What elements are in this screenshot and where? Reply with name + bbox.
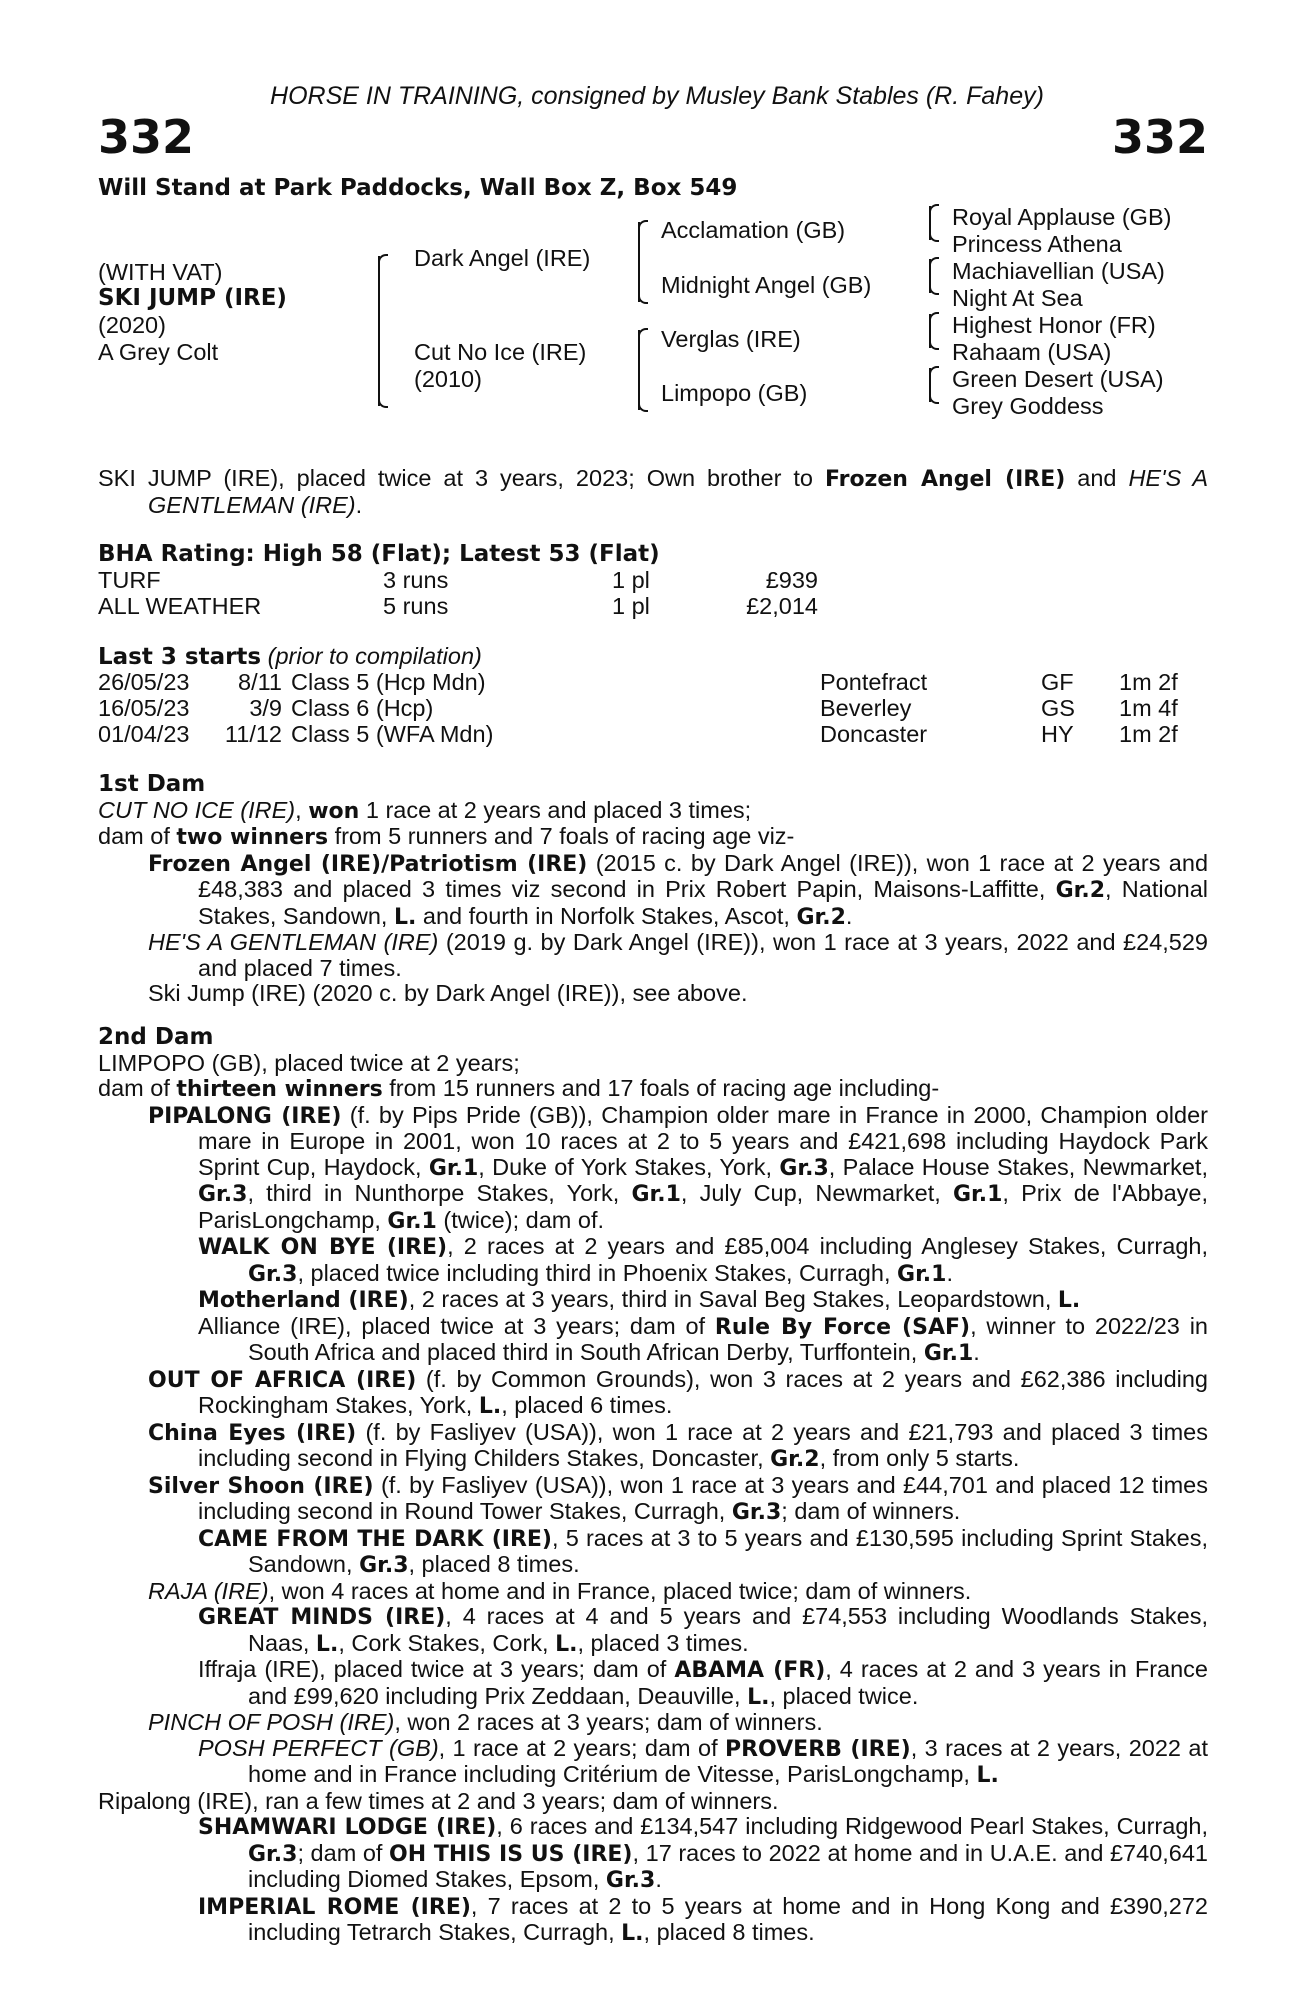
brace-g34 <box>929 259 931 293</box>
second-dam-section: 2nd Dam LIMPOPO (GB), placed twice at 2 years; dam of thirteen winners from 15 runners and 17 foals of racing age including- PIPALONG (IRE) (f. by Pips Pride (GB)), Champion older mare in France in 2000, Champion older mare in Europe in 2001, won 10 races at 2 to 5 years and £421,698 including Haydock Park Sprint Cup, Haydock, Gr.1, Duke of York Stakes, York, Gr.3, Palace House Stakes, Newmarket, Gr.3, third in Nunthorpe Stakes, York, Gr.1, July Cup, Newmarket, Gr.1, Prix de l'Abbaye, ParisLongchamp, Gr.1 (twice); dam of. WALK ON BYE (IRE), 2 races at 2 years and £85,004 including Anglesey Stakes, Curragh, Gr.3, placed twice including third in Phoenix Stakes, Curragh, Gr.1. Motherland (IRE), 2 races at 3 years, third in Saval Beg Stakes, Leopardstown, L. Alliance (IRE), placed twice at 3 years; dam of Rule By Force (SAF), winner to 2022/23 in South Africa and placed third in South African Derby, Turffontein, Gr.1. OUT OF AFRICA (IRE) (f. by Common Grounds), won 3 races at 2 years and £62,386 including Rockingham Stakes, York, L., placed 6 times. China Eyes (IRE) (f. by Fasliyev (USA)), won 1 race at 2 years and £21,793 and placed 3 times including second in Flying Childers Stakes, Doncaster, Gr.2, from only 5 starts. Silver Shoon (IRE) (f. by Fasliyev (USA)), won 1 race at 3 years and £44,701 and placed 12 times including second in Round Tower Stakes, Curragh, Gr.3; dam of winners. CAME FROM THE DARK (IRE), 5 races at 3 to 5 years and £130,595 including Sprint Stakes, Sandown, Gr.3, placed 8 times. RAJA (IRE), won 4 races at home and in France, placed twice; dam of winners. GREAT MINDS (IRE), 4 races at 4 and 5 years and £74,553 including Woodlands Stakes, Naas, L., Cork Stakes, Cork, L., placed 3 times. Iffraja (IRE), placed twice at 3 years; dam of ABAMA (FR), 4 races at 2 and 3 years in France and £99,620 including Prix Zeddaan, Deauville, L., placed twice. PINCH OF POSH (IRE), won 2 races at 3 years; dam of winners. POSH PERFECT (GB), 1 race at 2 years; dam of PROVERB (IRE), 3 races at 2 years, 2022 at home and in France including Critérium de Vitesse, ParisLongchamp, L. Ripalong (IRE), ran a few times at 2 and 3 years; dam of winners. SHAMWARI LODGE (IRE), 6 races and £134,547 including Ridgewood Pearl Stakes, Curragh, Gr.3; dam of OH THIS IS US (IRE), 17 races to 2022 at home and in U.A.E. and £740,641 including Diomed Stakes, Epsom, Gr.3. IMPERIAL ROME (IRE), 7 races at 2 to 5 years at home and in Hong Kong and £390,272 including Tetrarch Stakes, Curragh, L., placed 8 times. <box>98 1024 1209 1946</box>
horse-name: SKI JUMP (IRE) <box>98 285 287 311</box>
brace-gen1 <box>378 256 380 406</box>
brace-g12 <box>929 206 931 240</box>
entry-frozen-angel: Frozen Angel (IRE)/Patriotism (IRE) (2015 c. by Dark Angel (IRE)), won 1 race at 2 years and £48,383 and placed 3 times viz second in Prix Robert Papin, Maisons-Laffitte, Gr.2, National Stakes, Sandown, L. and fourth in Norfolk Stakes, Ascot, Gr.2. <box>148 849 1209 930</box>
gg-8: Grey Goddess <box>952 393 1104 419</box>
consignment-line: HORSE IN TRAINING, consigned by Musley Bank Stables (R. Fahey) <box>270 82 1044 110</box>
start-course: Doncaster <box>820 721 928 747</box>
start-race: Class 5 (Hcp Mdn) <box>291 669 486 695</box>
gg-7: Green Desert (USA) <box>952 366 1164 392</box>
entry-ripalong: Ripalong (IRE), ran a few times at 2 and 3 years; dam of winners. <box>98 1787 779 1814</box>
rating-aw-placed: 1 pl <box>612 593 650 619</box>
dam-sire: Verglas (IRE) <box>661 326 801 352</box>
entry-out-of-africa: OUT OF AFRICA (IRE) (f. by Common Grounds), won 3 races at 2 years and £62,386 including Rockingham Stakes, York, L., placed 6 times. <box>148 1365 1208 1419</box>
rating-aw-surface: ALL WEATHER <box>98 593 262 619</box>
start-going: HY <box>1041 721 1074 747</box>
start-course: Beverley <box>820 695 912 721</box>
rating-turf-surface: TURF <box>98 567 161 593</box>
start-distance: 1m 4f <box>1119 695 1178 721</box>
lot-number-right: 332 <box>1111 110 1208 164</box>
brace-dam <box>638 330 640 410</box>
start-race: Class 6 (Hcp) <box>291 695 434 721</box>
bha-rating-title: BHA Rating: High 58 (Flat); Latest 53 (Flat) <box>98 541 660 567</box>
rating-turf-prize: £939 <box>765 567 818 593</box>
entry-came-from-the-dark: CAME FROM THE DARK (IRE), 5 races at 3 to 5 years and £130,595 including Sprint Stakes, Sandown, Gr.3, placed 8 times. <box>198 1524 1208 1578</box>
entry-hes-a-gentleman: HE'S A GENTLEMAN (IRE) (2019 g. by Dark Angel (IRE)), won 1 race at 3 years, 2022 and £24,529 and placed 7 times. <box>148 929 1208 981</box>
start-date: 16/05/23 <box>98 695 190 721</box>
gg-1: Royal Applause (GB) <box>952 204 1172 230</box>
horse-description: A Grey Colt <box>98 339 219 365</box>
entry-shamwari-lodge: SHAMWARI LODGE (IRE), 6 races and £134,547 including Ridgewood Pearl Stakes, Curragh, Gr.3; dam of OH THIS IS US (IRE), 17 races to 2022 at home and in U.A.E. and £740,641 including Diomed Stakes, Epsom, Gr.3. <box>198 1813 1209 1893</box>
dam-dam: Limpopo (GB) <box>661 380 808 406</box>
gg-4: Night At Sea <box>952 285 1083 311</box>
start-going: GS <box>1041 695 1075 721</box>
rating-aw-prize: £2,014 <box>746 593 818 619</box>
stand-location: Will Stand at Park Paddocks, Wall Box Z, Box 549 <box>98 175 738 201</box>
start-going: GF <box>1041 669 1074 695</box>
entry-pipalong: PIPALONG (IRE) (f. by Pips Pride (GB)), Champion older mare in France in 2000, Champion older mare in Europe in 2001, won 10 races at 2 to 5 years and £421,698 including Haydock Park Sprint Cup, Haydock, Gr.1, Duke of York Stakes, York, Gr.3, Palace House Stakes, Newmarket, Gr.3, third in Nunthorpe Stakes, York, Gr.1, July Cup, Newmarket, Gr.1, Prix de l'Abbaye, ParisLongchamp, Gr.1 (twice); dam of. <box>148 1101 1208 1234</box>
entry-imperial-rome: IMPERIAL ROME (IRE), 7 races at 2 to 5 years at home and in Hong Kong and £390,272 including Tetrarch Stakes, Curragh, L., placed 8 times. <box>198 1892 1208 1946</box>
sire-sire: Acclamation (GB) <box>661 217 846 243</box>
entry-posh-perfect: POSH PERFECT (GB), 1 race at 2 years; dam of PROVERB (IRE), 3 races at 2 years, 2022 at home and in France including Critérium de Vitesse, ParisLongchamp, L. <box>198 1734 1208 1788</box>
gg-3: Machiavellian (USA) <box>952 258 1165 284</box>
start-position: 11/12 <box>224 721 282 747</box>
first-dam-title: 1st Dam <box>98 771 206 797</box>
rating-turf-runs: 3 runs <box>383 567 449 593</box>
second-dam-title: 2nd Dam <box>98 1024 214 1050</box>
start-position: 3/9 <box>249 695 282 721</box>
entry-pinch-of-posh: PINCH OF POSH (IRE), won 2 races at 3 years; dam of winners. <box>148 1709 823 1735</box>
brace-g56 <box>929 314 931 348</box>
sire: Dark Angel (IRE) <box>414 245 591 271</box>
start-distance: 1m 2f <box>1119 669 1178 695</box>
entry-ski-jump: Ski Jump (IRE) (2020 c. by Dark Angel (IRE)), see above. <box>148 980 748 1006</box>
gg-6: Rahaam (USA) <box>952 339 1112 365</box>
rating-turf-placed: 1 pl <box>612 567 650 593</box>
lot-number-left: 332 <box>98 110 195 164</box>
entry-raja: RAJA (IRE), won 4 races at home and in France, placed twice; dam of winners. <box>148 1577 972 1604</box>
vat-note: (WITH VAT) <box>98 259 223 285</box>
start-race: Class 5 (WFA Mdn) <box>291 721 494 747</box>
first-dam-section: 1st Dam CUT NO ICE (IRE), won 1 race at 2 years and placed 3 times; dam of two winners from 5 runners and 7 foals of racing age viz- Frozen Angel (IRE)/Patriotism (IRE) (2015 c. by Dark Angel (IRE)), won 1 race at 2 years and £48,383 and placed 3 times viz second in Prix Robert Papin, Maisons-Laffitte, Gr.2, National Stakes, Sandown, L. and fourth in Norfolk Stakes, Ascot, Gr.2. HE'S A GENTLEMAN (IRE) (2019 g. by Dark Angel (IRE)), won 1 race at 3 years, 2022 and £24,529 and placed 7 times. Ski Jump (IRE) (2020 c. by Dark Angel (IRE)), see above. <box>98 771 1209 1006</box>
gg-2: Princess Athena <box>952 231 1122 257</box>
start-position: 8/11 <box>238 669 282 695</box>
dam: Cut No Ice (IRE) <box>414 339 587 365</box>
entry-walk-on-bye: WALK ON BYE (IRE), 2 races at 2 years and £85,004 including Anglesey Stakes, Curragh, Gr.3, placed twice including third in Phoenix Stakes, Curragh, Gr.1. <box>198 1233 1208 1287</box>
entry-alliance: Alliance (IRE), placed twice at 3 years; dam of Rule By Force (SAF), winner to 2022/23 in South Africa and placed third in South African Derby, Turffontein, Gr.1. <box>198 1312 1208 1366</box>
start-date: 26/05/23 <box>98 669 190 695</box>
gg-5: Highest Honor (FR) <box>952 312 1156 338</box>
brace-sire <box>638 222 640 302</box>
entry-great-minds: GREAT MINDS (IRE), 4 races at 4 and 5 years and £74,553 including Woodlands Stakes, Naas, L., Cork Stakes, Cork, L., placed 3 times. <box>198 1603 1208 1657</box>
entry-motherland: Motherland (IRE), 2 races at 3 years, third in Saval Beg Stakes, Leopardstown, L. <box>198 1286 1081 1313</box>
summary: SKI JUMP (IRE), placed twice at 3 years, 2023; Own brother to Frozen Angel (IRE) and HE'S A GENTLEMAN (IRE). <box>98 465 1209 518</box>
horse-year: (2020) <box>98 312 166 338</box>
entry-silver-shoon: Silver Shoon (IRE) (f. by Fasliyev (USA)), won 1 race at 3 years and £44,701 and placed 12 times including second in Round Tower Stakes, Curragh, Gr.3; dam of winners. <box>148 1471 1208 1525</box>
dam-year: (2010) <box>414 366 482 392</box>
last-starts-heading: Last 3 starts (prior to compilation) <box>98 643 482 670</box>
sire-dam: Midnight Angel (GB) <box>661 272 872 298</box>
start-date: 01/04/23 <box>98 721 190 747</box>
start-distance: 1m 2f <box>1119 721 1178 747</box>
start-course: Pontefract <box>820 669 928 695</box>
entry-china-eyes: China Eyes (IRE) (f. by Fasliyev (USA)), won 1 race at 2 years and £21,793 and placed 3 times including second in Flying Childers Stakes, Doncaster, Gr.2, from only 5 starts. <box>148 1418 1208 1472</box>
entry-iffraja: Iffraja (IRE), placed twice at 3 years; dam of ABAMA (FR), 4 races at 2 and 3 years in France and £99,620 including Prix Zeddaan, Deauville, L., placed twice. <box>198 1656 1208 1710</box>
brace-g78 <box>929 368 931 402</box>
rating-aw-runs: 5 runs <box>383 593 449 619</box>
